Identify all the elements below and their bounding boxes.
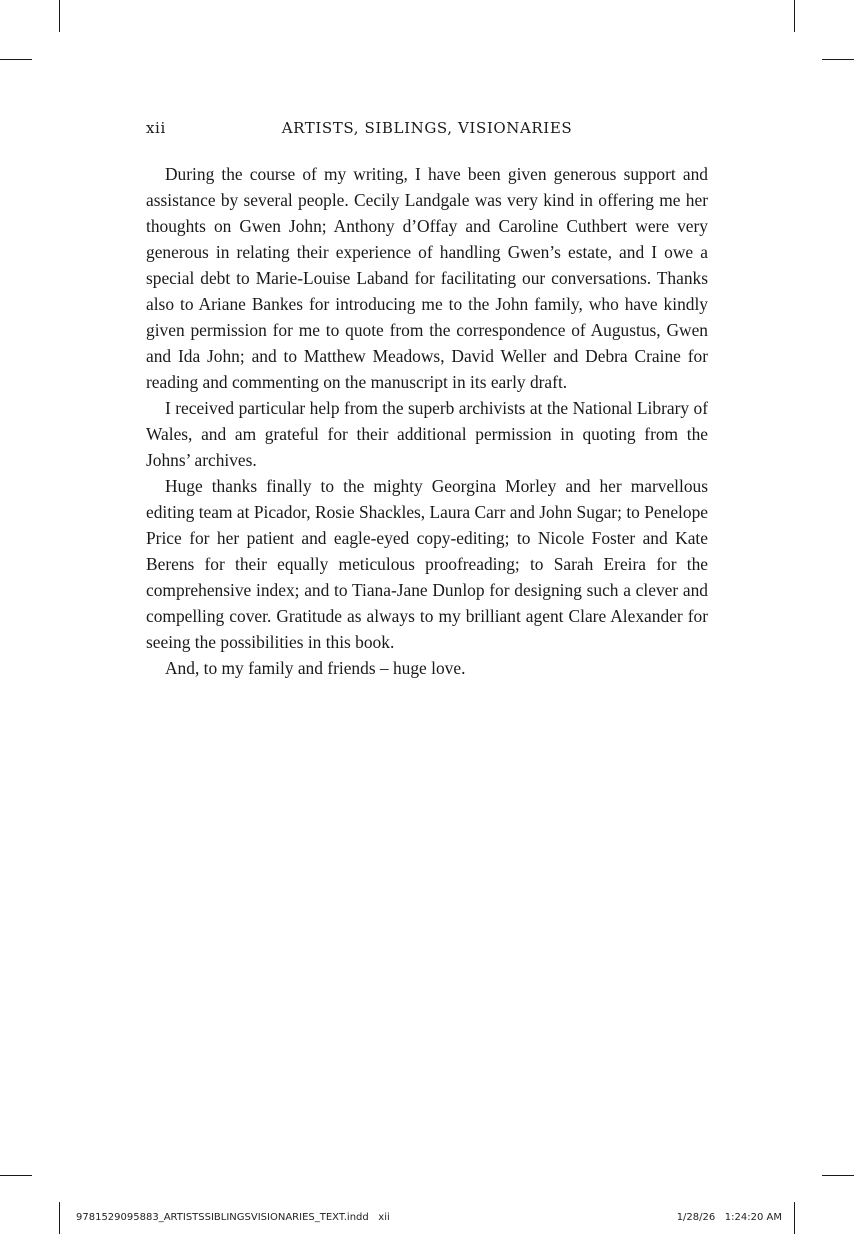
crop-mark-bottom-right-horizontal (822, 1175, 854, 1176)
running-head (146, 116, 708, 140)
paragraph: I received particular help from the superb archivists at the National Library of Wales, and am grateful for their additional permission in quoting from the Johns’ archives. (146, 398, 708, 470)
print-slug (0, 1212, 854, 1226)
page-number: xii (146, 119, 166, 137)
slug-date: 1/28/26 (676, 1212, 716, 1223)
crop-mark-bottom-left-horizontal (0, 1175, 32, 1176)
crop-mark-top-left-vertical (59, 0, 60, 32)
slug-timestamp (677, 1212, 782, 1223)
paragraph: And, to my family and friends – huge love. (165, 658, 466, 678)
paragraph: During the course of my writing, I have been given generous support and assistance by several people. Cecily Landgale was very kind in offering me her thoughts on Gwen John; Anthony d’Offay and Caroline Cuthbert were very generous in relating their experience of handling Gwen’s estate, and I owe a special debt to Marie-Louise Laband for facilitating our conversations. Thanks also to Ariane Bankes for introducing me to the John family, who have kindly given permission for me to quote from the correspondence of Augustus, Gwen and Ida John; and to Matthew Meadows, David Weller and Debra Craine for reading and commenting on the manuscript in its early draft. (146, 164, 708, 392)
crop-mark-top-right-horizontal (822, 59, 854, 60)
crop-mark-top-right-vertical (794, 0, 795, 32)
slug-file-info (76, 1212, 390, 1223)
slug-filename: 9781529095883_ARTISTSSIBLINGSVISIONARIES_TEXT.indd (76, 1212, 369, 1223)
slug-time: 1:24:20 AM (724, 1212, 782, 1223)
slug-page: xii (378, 1212, 390, 1223)
crop-mark-top-left-horizontal (0, 59, 32, 60)
running-title: ARTISTS, SIBLINGS, VISIONARIES (281, 119, 573, 137)
body-text (146, 161, 708, 681)
paragraph: Huge thanks finally to the mighty Georgina Morley and her marvellous editing team at Picador, Rosie Shackles, Laura Carr and John Sugar; to Penelope Price for her patient and eagle-eyed copy-editing; to Nicole Foster and Kate Berens for their equally meticulous proofreading; to Sarah Ereira for the comprehensive index; and to Tiana-Jane Dunlop for designing such a clever and compelling cover. Gratitude as always to my brilliant agent Clare Alexander for seeing the possibilities in this book. (146, 476, 708, 652)
